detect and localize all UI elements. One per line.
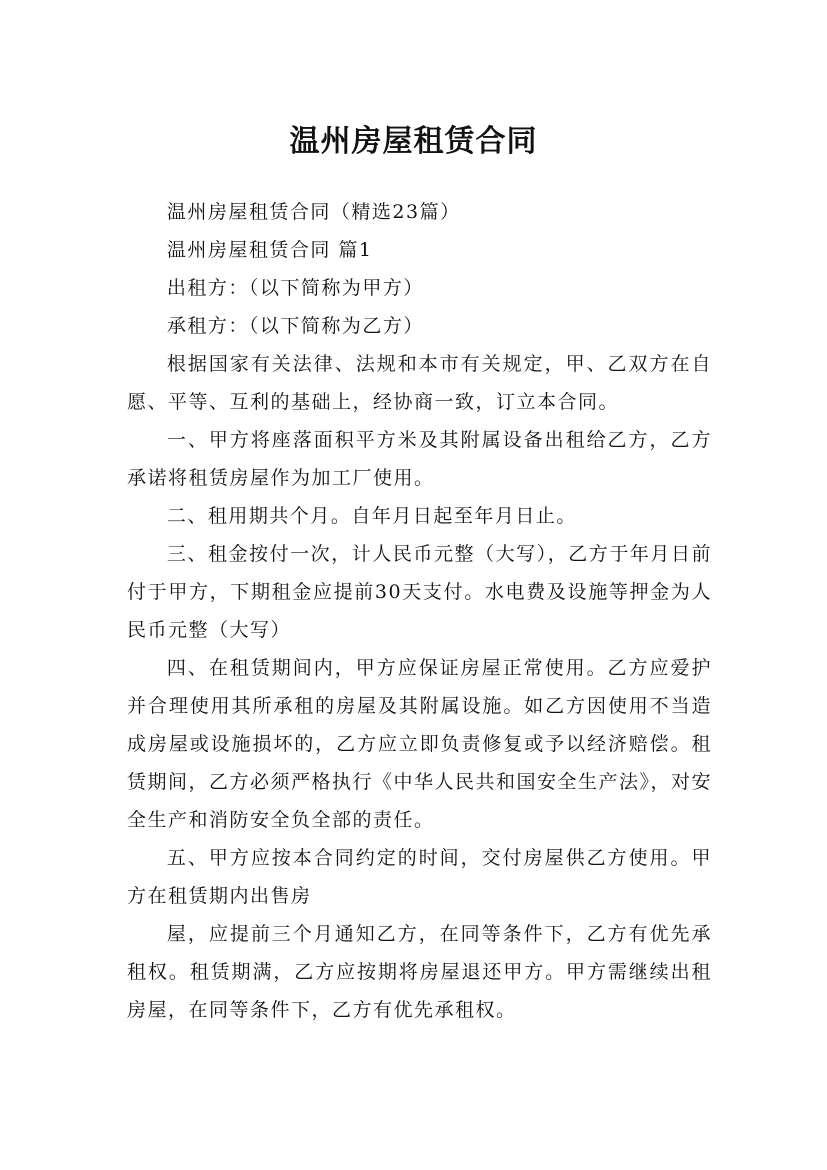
document-title: 温州房屋租赁合同 bbox=[289, 124, 538, 160]
paragraph-preamble: 根据国家有关法律、法规和本市有关规定，甲、乙双方在自愿、平等、互利的基础上，经协商一致，订立本合同。 bbox=[127, 353, 712, 413]
paragraph-section-heading: 温州房屋租赁合同 篇1 bbox=[166, 239, 373, 261]
paragraph-clause-2: 二、租用期共个月。自年月日起至年月日止。 bbox=[166, 505, 577, 527]
paragraph-subtitle: 温州房屋租赁合同（精选23篇） bbox=[166, 201, 461, 223]
paragraph-clause-5-continued: 屋，应提前三个月通知乙方，在同等条件下，乙方有优先承租权。租赁期满，乙方应按期将房屋退还甲方。甲方需继续出租房屋，在同等条件下，乙方有优先承租权。 bbox=[127, 923, 712, 1021]
paragraph-clause-5: 五、甲方应按本合同约定的时间，交付房屋供乙方使用。甲方在租赁期内出售房 bbox=[127, 847, 712, 907]
paragraph-lessee: 承租方：（以下简称为乙方） bbox=[166, 315, 424, 337]
paragraph-lessor: 出租方：（以下简称为甲方） bbox=[166, 277, 424, 299]
paragraph-clause-3: 三、租金按付一次，计人民币元整（大写），乙方于年月日前付于甲方，下期租金应提前30天支付。水电费及设施等押金为人民币元整（大写） bbox=[127, 543, 712, 641]
paragraph-clause-4: 四、在租赁期间内，甲方应保证房屋正常使用。乙方应爱护并合理使用其所承租的房屋及其附属设施。如乙方因使用不当造成房屋或设施损坏的，乙方应立即负责修复或予以经济赔偿。租赁期间，乙方必须严格执行《中华人民共和国安全生产法》，对安全生产和消防安全负全部的责任。 bbox=[127, 657, 713, 831]
document-body bbox=[127, 193, 712, 1029]
paragraph-clause-1: 一、甲方将座落面积平方米及其附属设备出租给乙方，乙方承诺将租赁房屋作为加工厂使用。 bbox=[127, 429, 712, 489]
